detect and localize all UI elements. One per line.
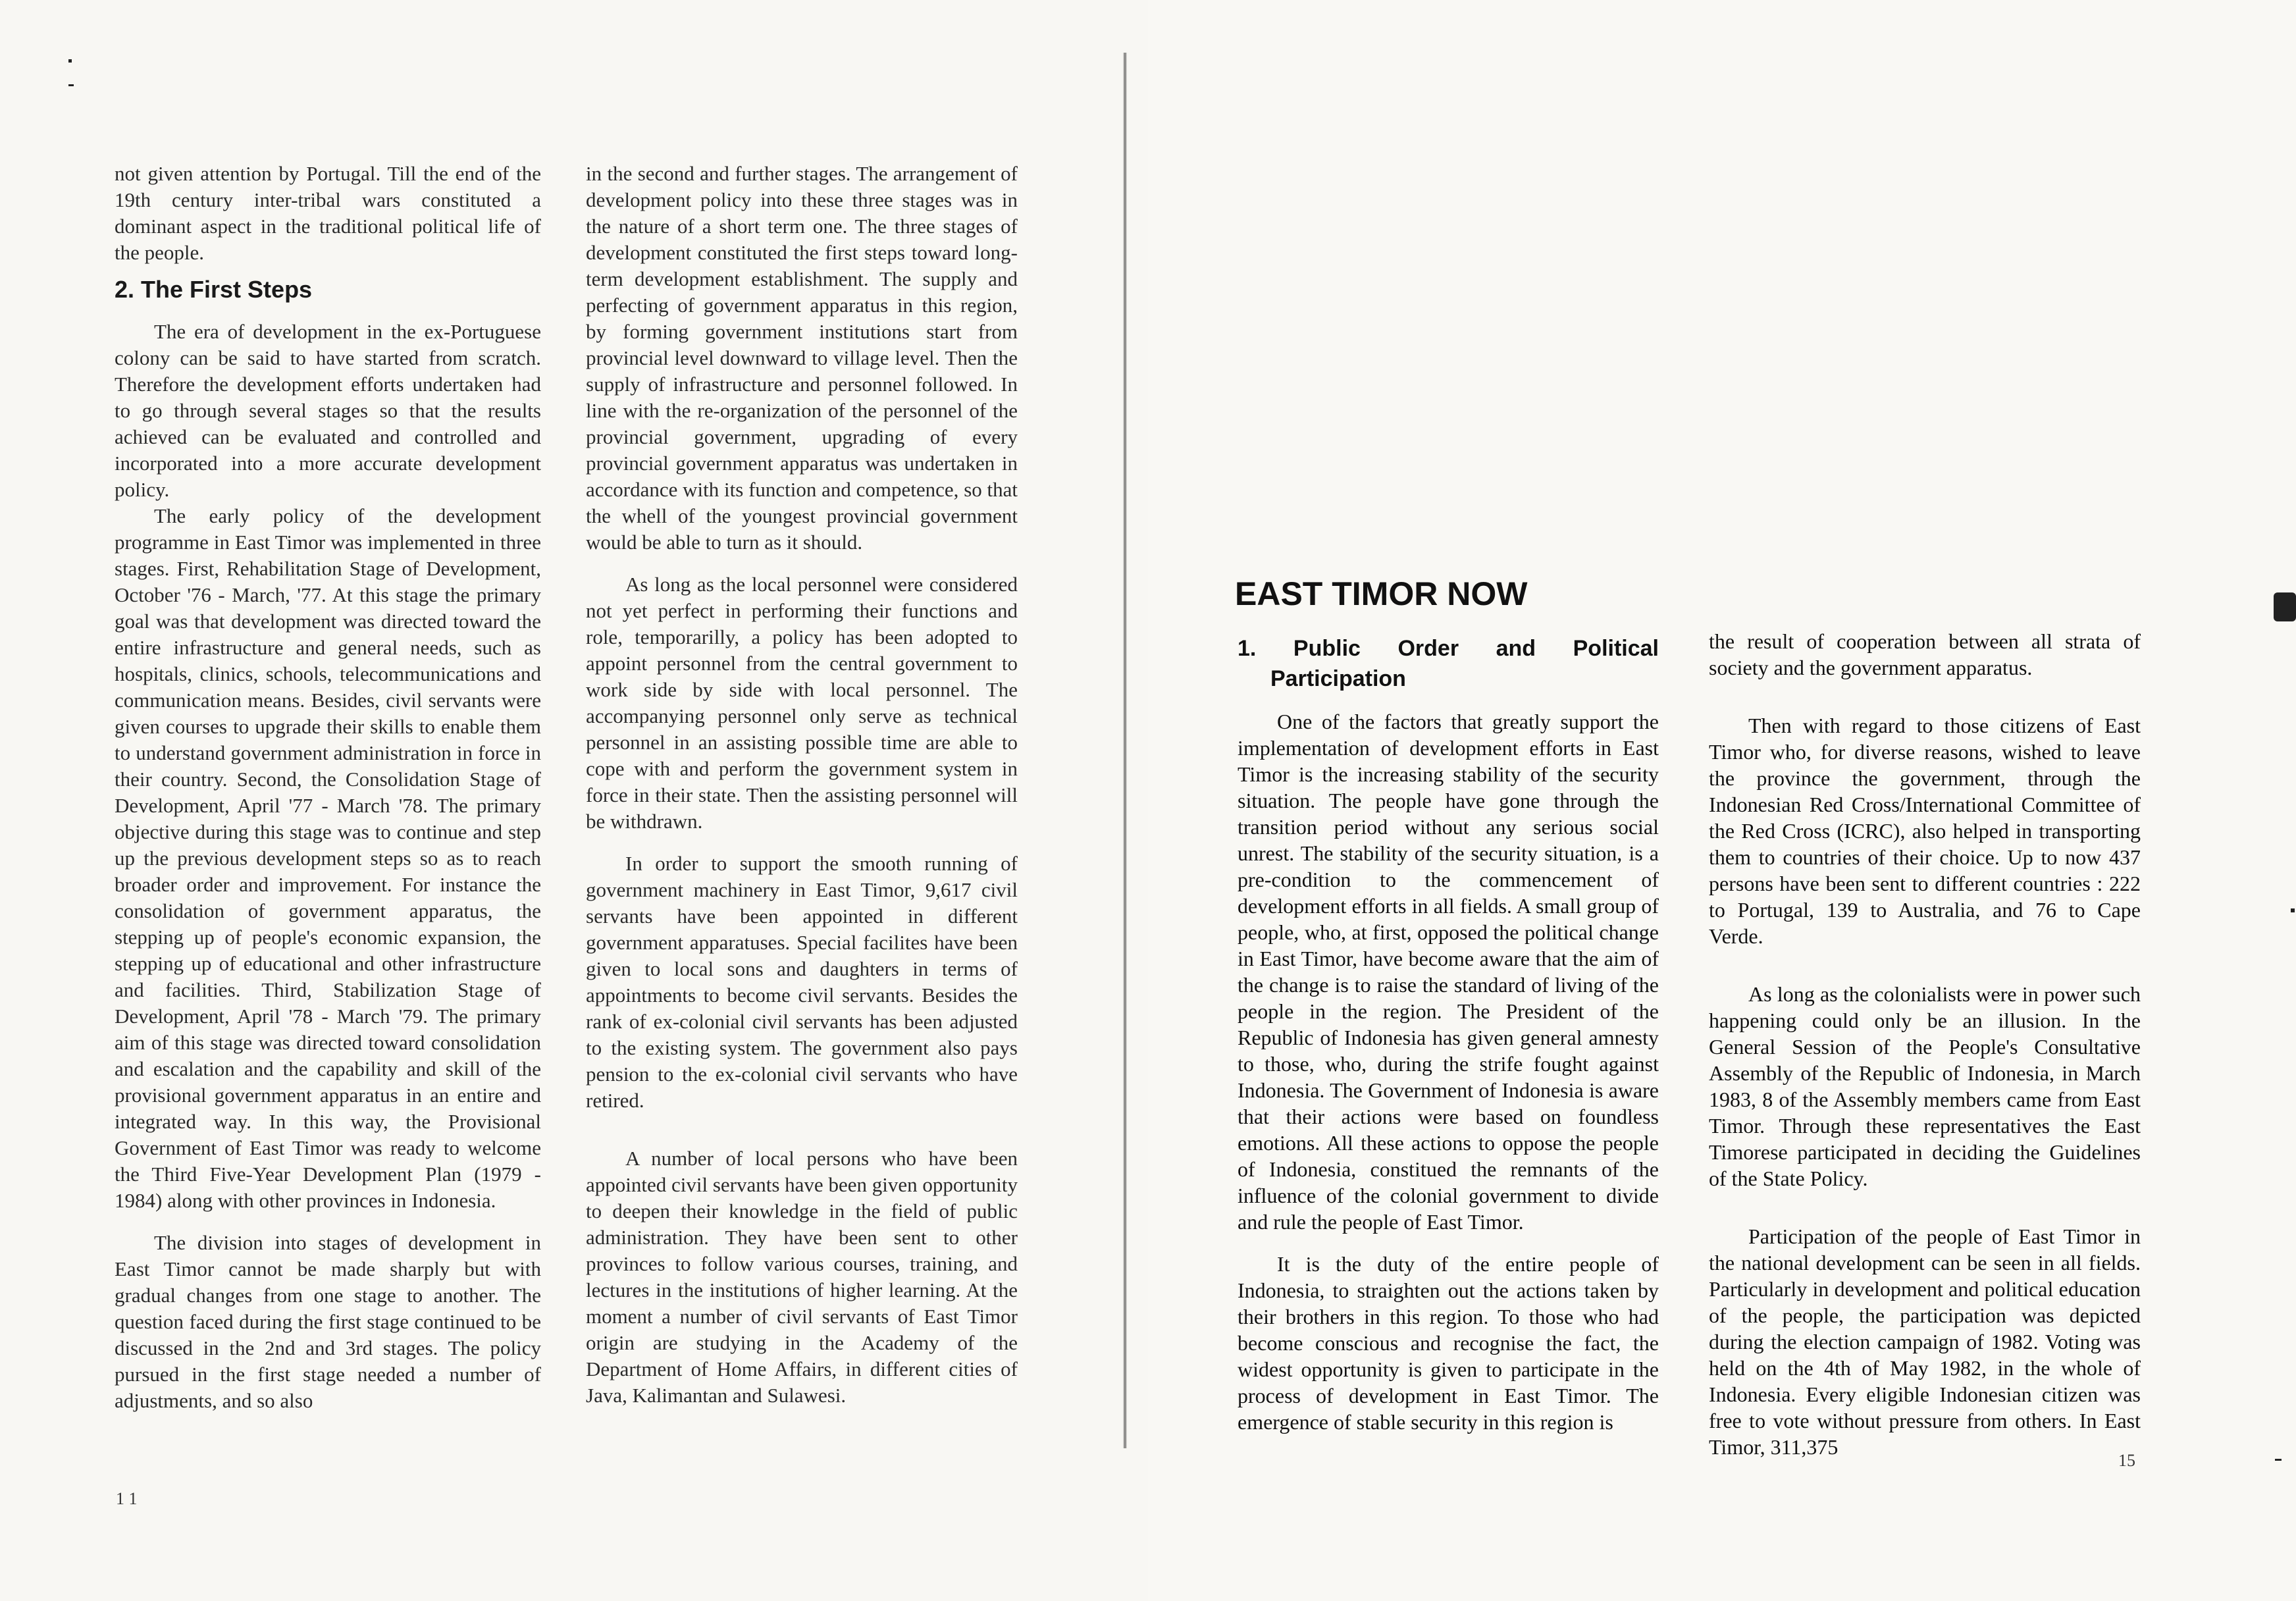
intro-paragraph: not given attention by Portugal. Till the end of the 19th century inter-tribal wars constituted a dominant aspect in the traditional political life of the people.: [115, 162, 541, 264]
paragraph: As long as the local personnel were considered not yet perfect in performing their functions and role, temporarilly, a policy has been adopted to appoint personnel from the central government to work side by side with local personnel. The accompanying personnel only serve as technical personnel in an assisting possible time are able to cope with and perform the government system in force in their state. Then the assisting personnel will be withdrawn.: [586, 573, 1018, 833]
section-heading-first-steps: 2. The First Steps: [115, 276, 313, 303]
paragraph: the result of cooperation between all strata of society and the government apparatus.: [1709, 629, 2141, 679]
scan-speck: [68, 59, 72, 63]
left-column-2: [586, 161, 1018, 1409]
page-gutter: [1123, 53, 1127, 1448]
paragraph: As long as the colonialists were in power such happening could only be an illusion. In the General Session of the People's Consultative Assembly of the Republic of Indonesia, in March 1983, 8 of the Assembly members came from East Timor. Through these representatives the East Timorese participated in deciding the Guidelines of the State Policy.: [1709, 982, 2141, 1190]
right-column-1: [1238, 633, 1659, 1435]
scan-speck: [2291, 908, 2295, 912]
page-number: 15: [2118, 1451, 2135, 1470]
paragraph: The early policy of the development programme in East Timor was implemented in three stages. First, Rehabilitation Stage of Development, October '76 - March, '77. At this stage the primary goal was that development was directed toward the entire infrastructure and general needs, such as hospitals, clinics, schools, telecommunications and communication means. Besides, civil servants were given courses to upgrade their skills to enable them to understand government administration in force in their country. Second, the Consolidation Stage of Development, April '77 - March '78. The primary objective during this stage was to continue and step up the previous development steps so as to reach broader order and improvement. For instance the consolidation of government apparatus, the stepping up of people's economic expansion, the stepping up of educational and other infrastructure and facilities. Third, Stabilization Stage of Development, April '78 - March '79. The primary aim of this stage was directed toward consolidation and escalation and the capability and skill of the provisional government apparatus in an entire and integrated way. In this way, the Provisional Government of East Timor was ready to welcome the Third Five-Year Development Plan (1979 - 1984) along with other provinces in Indonesia.: [115, 504, 541, 1212]
paragraph: A number of local persons who have been appointed civil servants have been given opportunity to deepen their knowledge in the field of public administration. They have been sent to other provinces to follow various courses, training, and lectures in the institutions of higher learning. At the moment a number of civil servants of East Timor origin are studying in the Academy of the Department of Home Affairs, in different cities of Java, Kalimantan and Sulawesi.: [586, 1147, 1018, 1407]
paragraph: One of the factors that greatly support the implementation of development efforts in East Timor is the increasing stability of the security situation. The people have gone through the transition period without any serious social unrest. The stability of the security situation, is a pre-condition to the commencement of development efforts in all fields. A small group of people, who, at first, opposed the political change in East Timor, have become aware that the aim of the change is to raise the standard of living of the people in the region. The President of the Republic of Indonesia has given general amnesty to those, who, during the strife fought against Indonesia. The Government of Indonesia is aware that their actions were based on foundless emotions. All these actions to oppose the people of Indonesia, constitued the remnants of the influence of the colonial government to divide and rule the people of East Timor.: [1238, 710, 1659, 1234]
scan-edge-mark: [2274, 592, 2296, 621]
page-number: 1 1: [116, 1489, 138, 1508]
scan-speck: [2275, 1459, 2282, 1461]
paragraph: Then with regard to those citizens of East Timor who, for diverse reasons, wished to leave the province the government, through the Indonesian Red Cross/International Committee of the Red Cross (ICRC), also helped in transporting them to countries of their choice. Up to now 437 persons have been sent to different countries : 222 to Portugal, 139 to Australia, and 76 to Cape Verde.: [1709, 714, 2141, 948]
right-column-2: [1709, 628, 2141, 1460]
paragraph: It is the duty of the entire people of Indonesia, to straighten out the actions taken by their brothers in this region. To those who had become conscious and recognise the fact, the widest opportunity is given to participate in the process of development in East Timor. The emergence of stable security in this region is: [1238, 1252, 1659, 1434]
paragraph: in the second and further stages. The arrangement of development policy into these three stages was in the nature of a short term one. The three stages of development constituted the first steps toward long-term development establishment. The supply and perfecting of government apparatus in this region, by forming government institutions start from provincial level downward to village level. Then the supply of infrastructure and personnel followed. In line with the re-organization of the personnel of the provincial government, upgrading of every provincial government apparatus was undertaken in accordance with its function and competence, so that the whell of the youngest provincial government would be able to turn as it should.: [586, 162, 1018, 554]
scan-speck: [68, 84, 74, 86]
section-heading-public-order: 1. Public Order and Political Participation: [1238, 636, 1659, 691]
right-page: [1148, 0, 2296, 1601]
paragraph: The division into stages of development in East Timor cannot be made sharply but with gradual changes from one stage to another. The question faced during the first stage continued to be discussed in the 2nd and 3rd stages. The policy pursued in the first stage needed a number of adjustments, and so also: [115, 1231, 541, 1412]
left-column-1: [115, 161, 541, 1414]
paragraph: Participation of the people of East Timor in the national development can be seen in all fields. Particularly in development and political education of the people, the participation was depicted during the election campaign of 1982. Voting was held on the 4th of May 1982, in the whole of Indonesia. Every eligible Indonesian citizen was free to vote without pressure from others. In East Timor, 311,375: [1709, 1224, 2141, 1459]
paragraph: In order to support the smooth running of government machinery in East Timor, 9,617 civil servants have been appointed in different government apparatuses. Special facilites have been given to local sons and daughters in terms of appointments to become civil servants. Besides the rank of ex-colonial civil servants has been adjusted to the existing system. The government also pays pension to the ex-colonial civil servants who have retired.: [586, 852, 1018, 1112]
paragraph: The era of development in the ex-Portuguese colony can be said to have started from scratch. Therefore the development efforts undertaken had to go through several stages so that the results achieved can be evaluated and controlled and incorporated into a more accurate development policy.: [115, 320, 541, 501]
chapter-title: EAST TIMOR NOW: [1235, 575, 1528, 612]
